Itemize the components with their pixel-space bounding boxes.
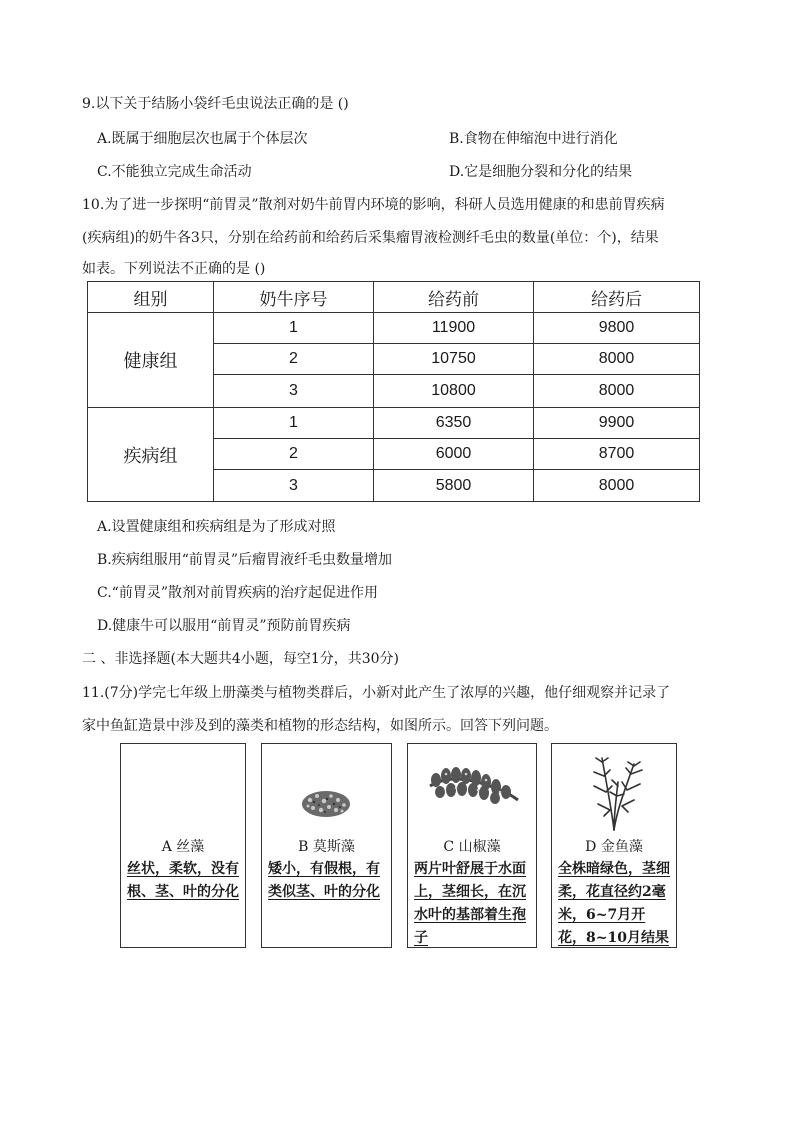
table-cell: 3 <box>214 470 374 502</box>
card-c-description: 两片叶舒展于水面上，茎细长，在沉水叶的基部着生孢子 <box>414 861 526 946</box>
q9-option-b: B.食物在伸缩泡中进行消化 <box>449 131 618 147</box>
q9-stem: 9.以下关于结肠小袋纤毛虫说法正确的是 () <box>82 96 349 112</box>
table-header-row <box>88 282 700 313</box>
table-cell: 10800 <box>374 375 534 408</box>
card-d-label: D 金鱼藻 <box>585 839 643 855</box>
header-after: 给药后 <box>534 282 700 313</box>
table-cell: 2 <box>214 344 374 375</box>
q10-stem-line-3: 如表。下列说法不正确的是 () <box>82 261 266 277</box>
header-before: 给药前 <box>374 282 534 313</box>
card-c-label: C 山椒藻 <box>443 839 501 855</box>
section-heading: 二 、非选择题(本大题共4小题，每空1分，共30分) <box>82 651 400 667</box>
header-cow-id: 奶牛序号 <box>214 282 374 313</box>
q10-option-d: D.健康牛可以服用“前胃灵”预防前胃疾病 <box>97 618 351 634</box>
q10-stem-line-1: 10.为了进一步探明“前胃灵”散剂对奶牛前胃内环境的影响，科研人员选用健康的和患前胃疾病 <box>82 197 665 213</box>
header-group: 组别 <box>88 282 214 313</box>
card-d-description: 全株暗绿色，茎细柔，花直径约2毫米，6~7月开花，8~10月结果 <box>558 861 670 946</box>
table-cell: 3 <box>214 375 374 408</box>
hornwort-icon <box>584 752 646 832</box>
table-cell: 6000 <box>374 439 534 470</box>
card-a-description: 丝状，柔软，没有根、茎、叶的分化 <box>127 861 239 900</box>
card-b-moss-algae <box>261 743 392 948</box>
q9-option-c: C.不能独立完成生命活动 <box>97 164 252 180</box>
q9-option-a: A.既属于细胞层次也属于个体层次 <box>97 131 308 147</box>
table-cell: 6350 <box>374 408 534 439</box>
table-cell: 11900 <box>374 313 534 344</box>
table-cell: 8000 <box>534 375 700 408</box>
card-c-salvinia <box>407 743 537 948</box>
fern-icon <box>426 760 522 808</box>
q11-stem-line-2: 家中鱼缸造景中涉及到的藻类和植物的形态结构，如图所示。回答下列问题。 <box>82 718 558 734</box>
card-a-filament-algae <box>120 743 246 948</box>
q10-option-a: A.设置健康组和疾病组是为了形成对照 <box>97 519 336 535</box>
table-cell: 8000 <box>534 470 700 502</box>
q10-stem-line-2: (疾病组)的奶牛各3只，分别在给药前和给药后采集瘤胃液检测纤毛虫的数量(单位：个)，结果 <box>82 230 659 246</box>
q10-data-table <box>87 281 700 502</box>
table-row <box>88 313 700 344</box>
card-d-hornwort <box>551 743 677 948</box>
table-row <box>88 408 700 439</box>
table-cell: 10750 <box>374 344 534 375</box>
table-cell: 9900 <box>534 408 700 439</box>
group-healthy: 健康组 <box>88 313 214 408</box>
card-b-label: B 莫斯藻 <box>298 839 355 855</box>
moss-ball-icon <box>300 788 352 820</box>
table-cell: 9800 <box>534 313 700 344</box>
table-cell: 1 <box>214 408 374 439</box>
card-b-description: 矮小，有假根，有类似茎、叶的分化 <box>268 861 380 900</box>
table-cell: 5800 <box>374 470 534 502</box>
q11-stem-line-1: 11.(7分)学完七年级上册藻类与植物类群后，小新对此产生了浓厚的兴趣，他仔细观察并记录了 <box>82 685 671 701</box>
q9-option-d: D.它是细胞分裂和分化的结果 <box>449 164 633 180</box>
q10-option-b: B.疾病组服用“前胃灵”后瘤胃液纤毛虫数量增加 <box>97 552 393 568</box>
table-cell: 2 <box>214 439 374 470</box>
group-disease: 疾病组 <box>88 408 214 502</box>
table-cell: 1 <box>214 313 374 344</box>
table-cell: 8700 <box>534 439 700 470</box>
card-a-label: A 丝藻 <box>161 839 205 855</box>
q10-option-c: C.“前胃灵”散剂对前胃疾病的治疗起促进作用 <box>97 585 378 601</box>
table-cell: 8000 <box>534 344 700 375</box>
